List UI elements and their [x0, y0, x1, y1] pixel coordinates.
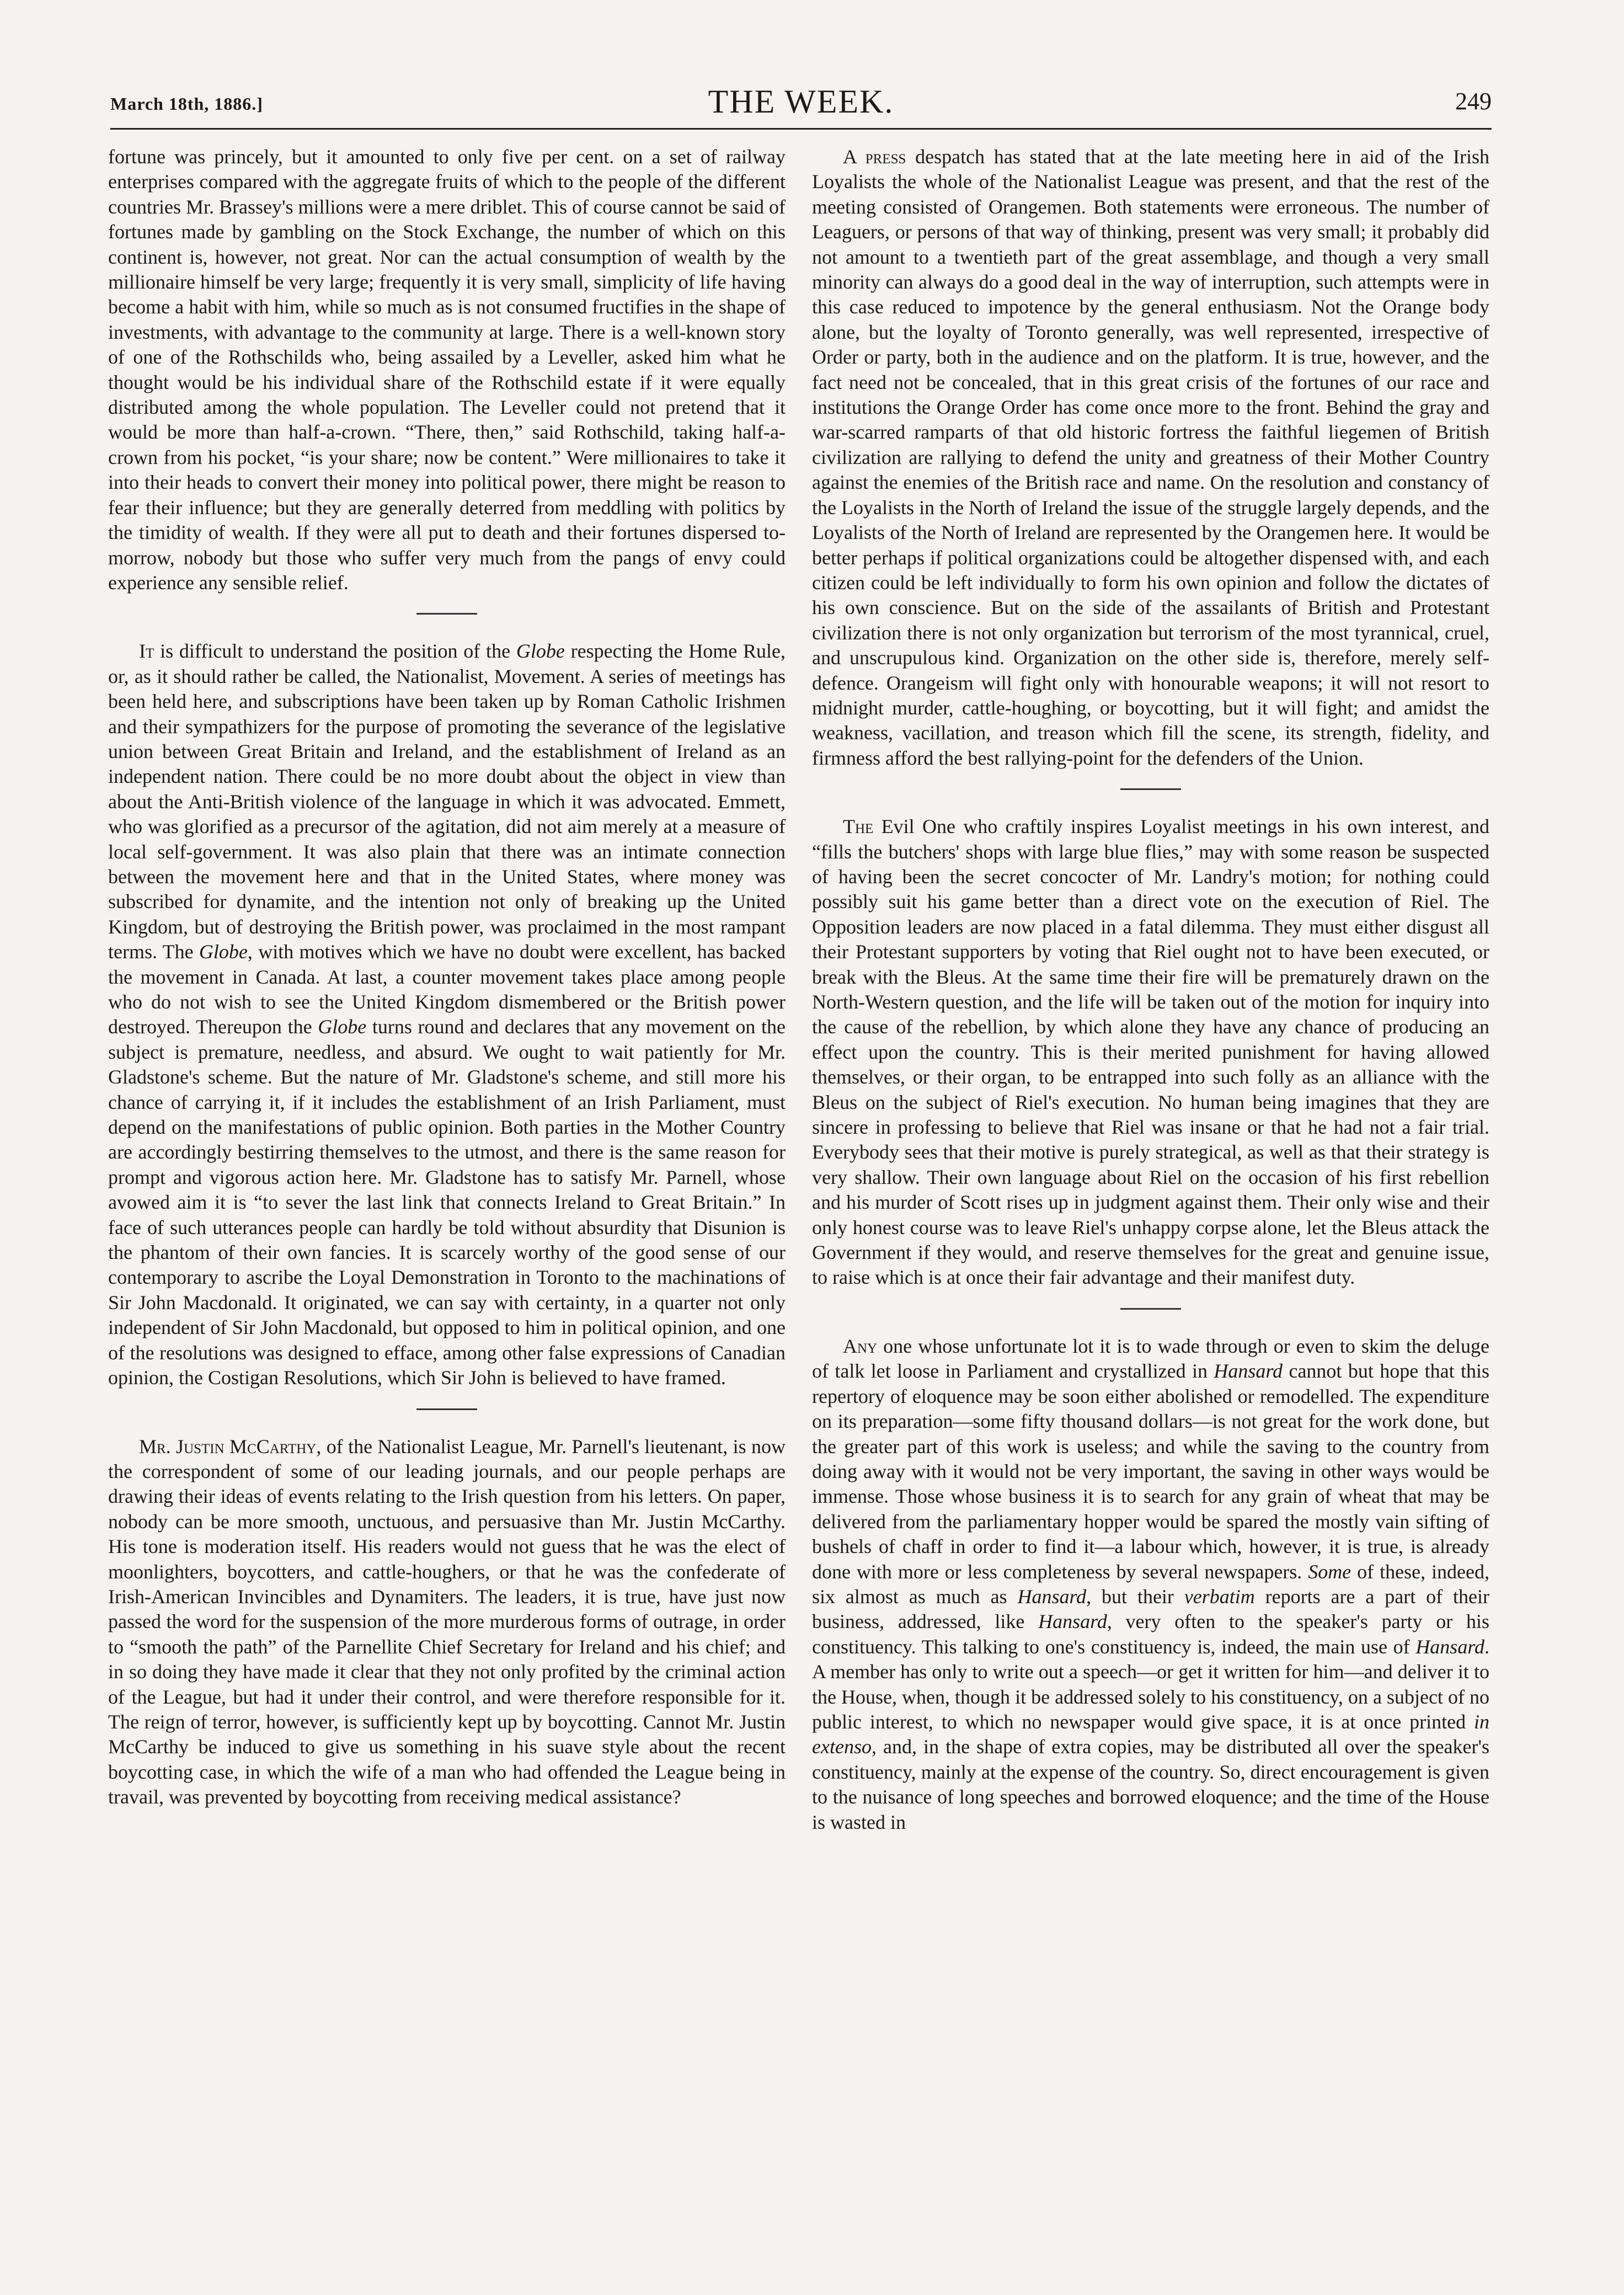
left-column [108, 145, 786, 2295]
page-number: 249 [1455, 88, 1492, 115]
periodical-title: Globe [318, 1016, 367, 1038]
article-hansard: Any one whose unfortunate lot it is to wade through or even to skim the deluge of talk let loose in Parliament and crystallized in Hansard cannot but hope that this repertory of eloquence may be soon either abolished or remodelled. The expenditure on its preparation—some fifty thousand dollars—is not great for the work done, but the greater part of this work is useless; and while the saving to the country from doing away with it would not be very important, the saving in other ways would be immense. Those whose business it is to search for any grain of wheat that may be delivered from the parliamentary hopper would be spared the mostly vain sifting of bushels of chaff in order to find it—a labour which, however, it is true, is already done with more or less completeness by several newspapers. Some of these, indeed, six almost as much as Hansard, but their verbatim reports are a part of their business, addressed, like Hansard, very often to the speaker's party or his constituency. This talking to one's constituency is, indeed, the main use of Hansard. A member has only to write out a speech—or get it written for him—and deliver it to the House, when, though it be addressed solely to his constituency, on a subject of no public interest, to which no newspaper would give space, it is at once printed in extenso, and, in the shape of extra copies, may be distributed all over the speaker's constituency, mainly at the expense of the country. So, direct encouragement is given to the nuisance of long speeches and borrowed eloquence; and the time of the House is wasted in [812, 1335, 1489, 1833]
periodical-title: Globe [516, 640, 565, 663]
periodical-title: Hansard [1038, 1610, 1107, 1633]
article-separator [416, 613, 477, 615]
emphasized-word: in extenso [812, 1710, 1489, 1758]
article-lead-word: A press [843, 146, 906, 168]
article-separator [416, 1408, 477, 1410]
article-rothschild-continued: fortune was princely, but it amounted to only five per cent. on a set of railway enterprises compared with the aggregate fruits of which to the people of the different countries Mr. Brassey's millions were a mere driblet. This of course cannot be said of fortunes made by gambling on the Stock Exchange, the number of which on this continent is, however, not great. Nor can the actual consumption of wealth by the millionaire himself be very large; frequently it is very small, simplicity of life having become a habit with him, while so much as is not consumed fructifies in the shape of investments, with advantage to the community at large. There is a well-known story of one of the Rothschilds who, being assailed by a Leveller, asked him what he thought would be his individual share of the Rothschild estate if it were equally distributed among the whole population. The Leveller could not pretend that it would be more than half-a-crown. “There, then,” said Rothschild, taking half-a-crown from his pocket, “is your share; now be content.” Were millionaires to take it into their heads to convert their money into political power, there might be reason to fear their influence; but they are generally deterred from meddling with politics by the timidity of wealth. If they were all put to death and their fortunes dispersed to-morrow, nobody but those who suffer very much from the pangs of envy could experience any sensible relief. [108, 146, 786, 594]
article-riel-motion: The Evil One who craftily inspires Loyalist meetings in his own interest, and “fills the butchers' shops with large blue flies,” may with some reason be suspected of having been the secret concocter of Mr. Landry's motion; for nothing could possibly suit his game better than a direct vote on the execution of Riel. The Opposition leaders are now placed in a fatal dilemma. They must either disgust all their Protestant supporters by voting that Riel ought not to have been executed, or break with the Bleus. At the same time their fire will be prematurely drawn on the North-Western question, and the life will be taken out of the motion for inquiry into the cause of the rebellion, by which alone they have any chance of producing an effect upon the country. This is their merited punishment for having allowed themselves, or their organ, to be entrapped into such folly as an alliance with the Bleus on the subject of Riel's execution. No human being imagines that they are sincere in professing to believe that Riel was insane or that he had not a fair trial. Everybody sees that their motive is purely strategical, as well as that their strategy is very shallow. Their own language about Riel on the occasion of his first rebellion and his murder of Scott rises up in judgment against them. Their only wise and their only honest course was to leave Riel's unhappy corpse alone, let the Bleus attack the Government if they would, and reserve themselves for the great and genuine issue, to raise which is at once their fair advantage and their manifest duty. [812, 815, 1489, 1289]
article-separator [1120, 788, 1181, 790]
periodical-title: Hansard [1017, 1585, 1087, 1608]
issue-date: March 18th, 1886.] [110, 94, 263, 114]
masthead-title: THE WEEK. [708, 83, 894, 120]
article-lead-word: It [139, 640, 154, 663]
periodical-title: Globe [199, 941, 248, 963]
article-orangemen: A press despatch has stated that at the late meeting here in aid of the Irish Loyalists the whole of the Nationalist League was present, and that the rest of the meeting consisted of Orangemen. Both statements were erroneous. The number of Leaguers, or persons of that way of thinking, present was very small; it probably did not amount to a twentieth part of the great assemblage, and though a very small minority can always do a good deal in the way of interruption, such attempts were in this case reduced to impotence by the general enthusiasm. Not the Orange body alone, but the loyalty of Toronto generally, was well represented, irrespective of Order or party, both in the audience and on the platform. It is true, however, and the fact need not be concealed, that in this great crisis of the fortunes of our race and institutions the Orange Order has come once more to the front. Behind the gray and war-scarred ramparts of that old historic fortress the faithful liegemen of British civilization are rallying to defend the unity and greatness of their Mother Country against the enemies of the British race and name. On the resolution and constancy of the Loyalists in the North of Ireland the issue of the struggle largely depends, and the Loyalists of the North of Ireland are represented by the Orangemen here. It would be better perhaps if political organizations could be altogether dispensed with, and each citizen could be left individually to form his own opinion and follow the dictates of his own conscience. But on the side of the assailants of British and Protestant civilization there is not only organization but terrorism of the most tyrannical, cruel, and unscrupulous kind. Organization on the other side is, therefore, merely self-defence. Orangeism will fight only with honourable weapons; it will not resort to midnight murder, cattle-houghing, or boycotting, but it will fight; and amidst the weakness, vacillation, and treason which fill the scene, its strength, fidelity, and firmness afford the best rallying-point for the defenders of the Union. [812, 146, 1489, 769]
article-globe-home-rule: It is difficult to understand the position of the Globe respecting the Home Rule, or, as it should rather be called, the Nationalist, Movement. A series of meetings has been held here, and subscriptions have been taken up by Roman Catholic Irishmen and their sympathizers for the purpose of promoting the severance of the legislative union between Great Britain and Ireland, and the establishment of Ireland as an independent nation. There could be no more doubt about the object in view than about the Anti-British violence of the language in which it was advocated. Emmett, who was glorified as a precursor of the agitation, did not aim merely at a measure of local self-government. It was also plain that there was an intimate connection between the movement here and that in the United States, where money was subscribed for dynamite, and the intention not only of breaking up the United Kingdom, but of destroying the British power, was proclaimed in the most rampant terms. The Globe, with motives which we have no doubt were excellent, has backed the movement in Canada. At last, a counter movement takes place among people who do not wish to see the United Kingdom dismembered or the British power destroyed. Thereupon the Globe turns round and declares that any movement on the subject is premature, needless, and absurd. We ought to wait patiently for Mr. Gladstone's scheme. But the nature of Mr. Gladstone's scheme, and still more his chance of carrying it, if it includes the establishment of an Irish Parliament, must depend on the manifestations of public opinion. Both parties in the Mother Country are accordingly bestirring themselves to the utmost, and there is the same reason for prompt and vigorous action here. Mr. Gladstone has to satisfy Mr. Parnell, whose avowed aim it is “to sever the last link that connects Ireland to Great Britain.” In face of such utterances people can hardly be told without absurdity that Disunion is the phantom of their own fancies. It is scarcely worthy of the good sense of our contemporary to ascribe the Loyal Demonstration in Toronto to the machinations of Sir John Macdonald. It originated, we can say with certainty, in a quarter not only independent of Sir John Macdonald, but opposed to him in political opinion, and one of the resolutions was designed to efface, among other false expressions of Canadian opinion, the Costigan Resolutions, which Sir John is believed to have framed. [108, 640, 786, 1389]
header-rule [110, 128, 1492, 130]
article-separator [1120, 1308, 1181, 1310]
right-column [812, 145, 1489, 2295]
periodical-title: Hansard [1415, 1635, 1484, 1658]
emphasized-word: Some [1308, 1560, 1351, 1583]
page-header [110, 83, 1492, 127]
article-lead-word: The [843, 815, 874, 838]
emphasized-word: verbatim [1184, 1585, 1255, 1608]
article-lead-word: Any [843, 1335, 878, 1357]
periodical-title: Hansard [1214, 1360, 1283, 1383]
article-lead-word: Mr. Justin McCarthy [139, 1435, 317, 1458]
article-mccarthy: Mr. Justin McCarthy, of the Nationalist League, Mr. Parnell's lieutenant, is now the correspondent of some of our leading journals, and our people perhaps are drawing their ideas of events relating to the Irish question from his letters. On paper, nobody can be more smooth, unctuous, and persuasive than Mr. Justin McCarthy. His tone is moderation itself. His readers would not guess that he was the elect of moonlighters, boycotters, and cattle-houghers, or that he was the confederate of Irish-American Invincibles and Dynamiters. The leaders, it is true, have just now passed the word for the suspension of the more murderous forms of outrage, in order to “smooth the path” of the Parnellite Chief Secretary for Ireland and his chief; and in so doing they have made it clear that they not only profited by the criminal action of the League, but had it under their control, and were therefore responsible for it. The reign of terror, however, is sufficiently kept up by boycotting. Cannot Mr. Justin McCarthy be induced to give us something in his suave style about the recent boycotting case, in which the wife of a man who had offended the League being in travail, was prevented by boycotting from receiving medical assistance? [108, 1435, 786, 1808]
